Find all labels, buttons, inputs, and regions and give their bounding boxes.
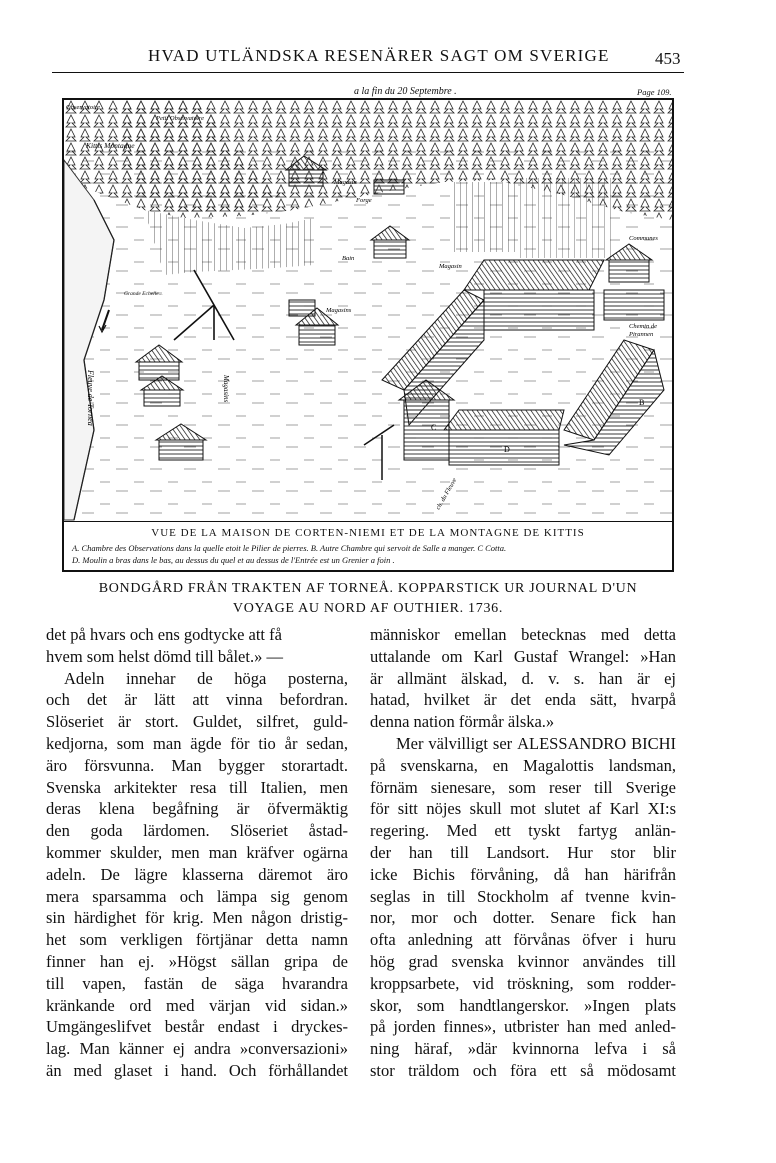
page-number: 453: [655, 49, 681, 68]
text-line: kommer skulder, men man kräfver ogärna: [46, 842, 348, 862]
text-line: lag. Man känner ej andra »conversazioni»: [46, 1039, 348, 1059]
text-fragment: Mer välvilligt ser: [396, 733, 513, 753]
svg-text:D: D: [504, 445, 510, 454]
text-line: hvem som helst dömd till bålet.» —: [46, 646, 283, 666]
label-petit-observatoire: Petit Observatoire: [156, 115, 204, 122]
text-line: till vapen, fastän de säga hvarandra: [46, 973, 348, 993]
text-line: icke Bichis förvåning, då han härifrån: [370, 864, 676, 884]
text-line: mera sparsamma och lämpa sig genom: [46, 886, 348, 906]
text-line: än med glaset i hand. Och förhållandet: [46, 1060, 348, 1080]
name-small-caps: ALESSANDRO BICHI: [517, 733, 677, 753]
text-line: stor träldom och föra ett så mödosamt: [370, 1060, 676, 1080]
text-line: [370, 733, 676, 755]
text-line: denna nation förmår älska.»: [370, 712, 555, 732]
text-line: nor, mor och dotter. Senare fick han: [370, 908, 676, 928]
text-line: och det är lätt att vinna befordran.: [46, 690, 348, 710]
text-line: äro försvunna. Man bygger storartadt.: [46, 755, 348, 775]
legend-line-a: A. Chambre des Observations dans la quelle etoit le Pilier de pierres. B. Autre Chambre qui servoit de Salle a manger. C Cotta.: [72, 543, 507, 553]
text-line: på jorden finnes», utbrister han med anled-: [370, 1017, 676, 1037]
left-text-column: [46, 624, 348, 1082]
text-line: det på hvars och ens godtycke att få: [46, 625, 282, 644]
text-line: Adeln innehar de höga posterna,: [64, 668, 348, 688]
figure-caption: [52, 579, 684, 619]
text-line: hatad, hvilket är det enda sätt, hvarpå: [370, 690, 676, 710]
legend-word: CORTEN-NIEMI: [295, 527, 386, 539]
legend-word: DE: [274, 527, 292, 539]
text-line: kedjorna, som man ägde för tio år sedan,: [46, 733, 348, 753]
figure-caption-line-1: BONDGÅRD FRÅN TRAKTEN AF TORNEÅ. KOPPARSTICK UR JOURNAL D'UN: [98, 581, 638, 596]
label-magasin-right: Magasin: [439, 263, 462, 270]
svg-text:C: C: [431, 423, 437, 432]
plate-legend-box: [64, 521, 672, 572]
legend-word: DE: [523, 527, 541, 539]
text-line: ning häraf, »där kvinnorna lefva i så: [370, 1039, 676, 1059]
label-magasins: Magasins: [326, 307, 352, 314]
label-communes: Communes: [629, 235, 658, 242]
label-forge: Forge: [356, 197, 372, 204]
plate-top-caption: a la fin du 20 Septembre .: [354, 86, 457, 97]
text-line: sin härdighet för krig. Men någon dristig-: [46, 908, 348, 928]
label-ch-fleuve: ch. du Fleuve: [434, 477, 459, 511]
text-line: regering. Med ett tyskt fartyg anlän-: [370, 821, 676, 841]
label-chemin-2: Pirannen: [629, 331, 654, 338]
text-line: Umgängeslifvet består endast i dryckes-: [46, 1017, 348, 1037]
svg-text:B: B: [639, 398, 645, 407]
label-kittis: Kittis Montagne: [86, 141, 135, 150]
text-line: Svenska arkitekter resa till Italien, men: [46, 777, 348, 797]
running-head: [0, 46, 776, 76]
label-magasin-top: Magasin: [334, 179, 357, 186]
text-line: kränkande ord med värjan vid sidan.»: [46, 995, 348, 1015]
label-bain: Bain: [342, 255, 355, 262]
legend-word: VUE: [151, 527, 177, 539]
text-line: på svenskarna, en Magalottis landsman,: [370, 755, 676, 775]
header-rule: [52, 72, 684, 73]
text-line: människor emellan betecknas med detta: [370, 625, 676, 644]
text-line: adeln. De lägre klasserna däremot äro: [46, 864, 348, 884]
legend-line-b: D. Moulin a bras dans le bas, au dessus du quel et au dessus de l'Entrée est un Grenier a foin .: [72, 555, 395, 565]
text-line: finner han ej. »Högst sällan gripa de: [46, 951, 348, 971]
label-observatoire: Observatoire: [66, 104, 101, 111]
text-line: deras klena begåfning är öfvermäktig: [46, 799, 348, 819]
label-magasins-vertical: Magasins: [222, 375, 230, 403]
text-line: Slöseriet är stort. Guldet, silfret, guld-: [46, 712, 348, 732]
text-line: het som verkligen förtjänar detta namn: [46, 930, 348, 950]
text-line: skor, som handtlangerskor. »Ingen plats: [370, 995, 676, 1015]
legend-word: LA: [201, 527, 218, 539]
legend-word: DE: [408, 527, 426, 539]
text-line: kroppsarbete, vid tröskning, som rodder-: [370, 973, 676, 993]
legend-title: [64, 527, 672, 539]
text-line: uttalande om Karl Gustaf Wrangel: »Han: [370, 646, 676, 666]
text-line: hög grad svenska kvinnor användes till: [370, 951, 676, 971]
engraving-illustration: [64, 100, 672, 570]
legend-word: MONTAGNE: [449, 527, 520, 539]
text-line: är allmänt älskad, d. v. s. han är ej: [370, 668, 676, 688]
plate-page-reference: Page 109.: [637, 87, 672, 97]
text-line: der han till Landsort. Hur stor blir: [370, 842, 676, 862]
label-chemin: Chemin de: [629, 323, 657, 330]
legend-word: LA: [429, 527, 446, 539]
running-title: HVAD UTLÄNDSKA RESENÄRER SAGT OM SVERIGE: [148, 46, 610, 65]
legend-word: DE: [180, 527, 198, 539]
text-line: ofta anledning att förvånas öfver i huru: [370, 930, 676, 950]
label-grande-echelle: Grande Echelle...: [124, 291, 163, 297]
engraving-plate: [62, 98, 674, 572]
engraving-figure: [54, 82, 682, 574]
figure-caption-line-2: VOYAGE AU NORD AF OUTHIER. 1736.: [232, 601, 504, 616]
text-line: seglas in till Stockholm af tvenne kvin-: [370, 886, 676, 906]
legend-word: ET: [389, 527, 406, 539]
right-text-column: [370, 624, 676, 1082]
legend-word: MAISON: [221, 527, 271, 539]
text-line: för sitt nöjes skull mot slutet af Karl XI:s: [370, 799, 676, 819]
legend-word: KITTIS: [543, 527, 585, 539]
text-line: den goda lärdomen. Slöseriet åstad-: [46, 821, 348, 841]
text-line: förnäm sienesare, som reser till Sverige: [370, 777, 676, 797]
label-fleuve: Fleuve de Tornea: [86, 370, 95, 426]
